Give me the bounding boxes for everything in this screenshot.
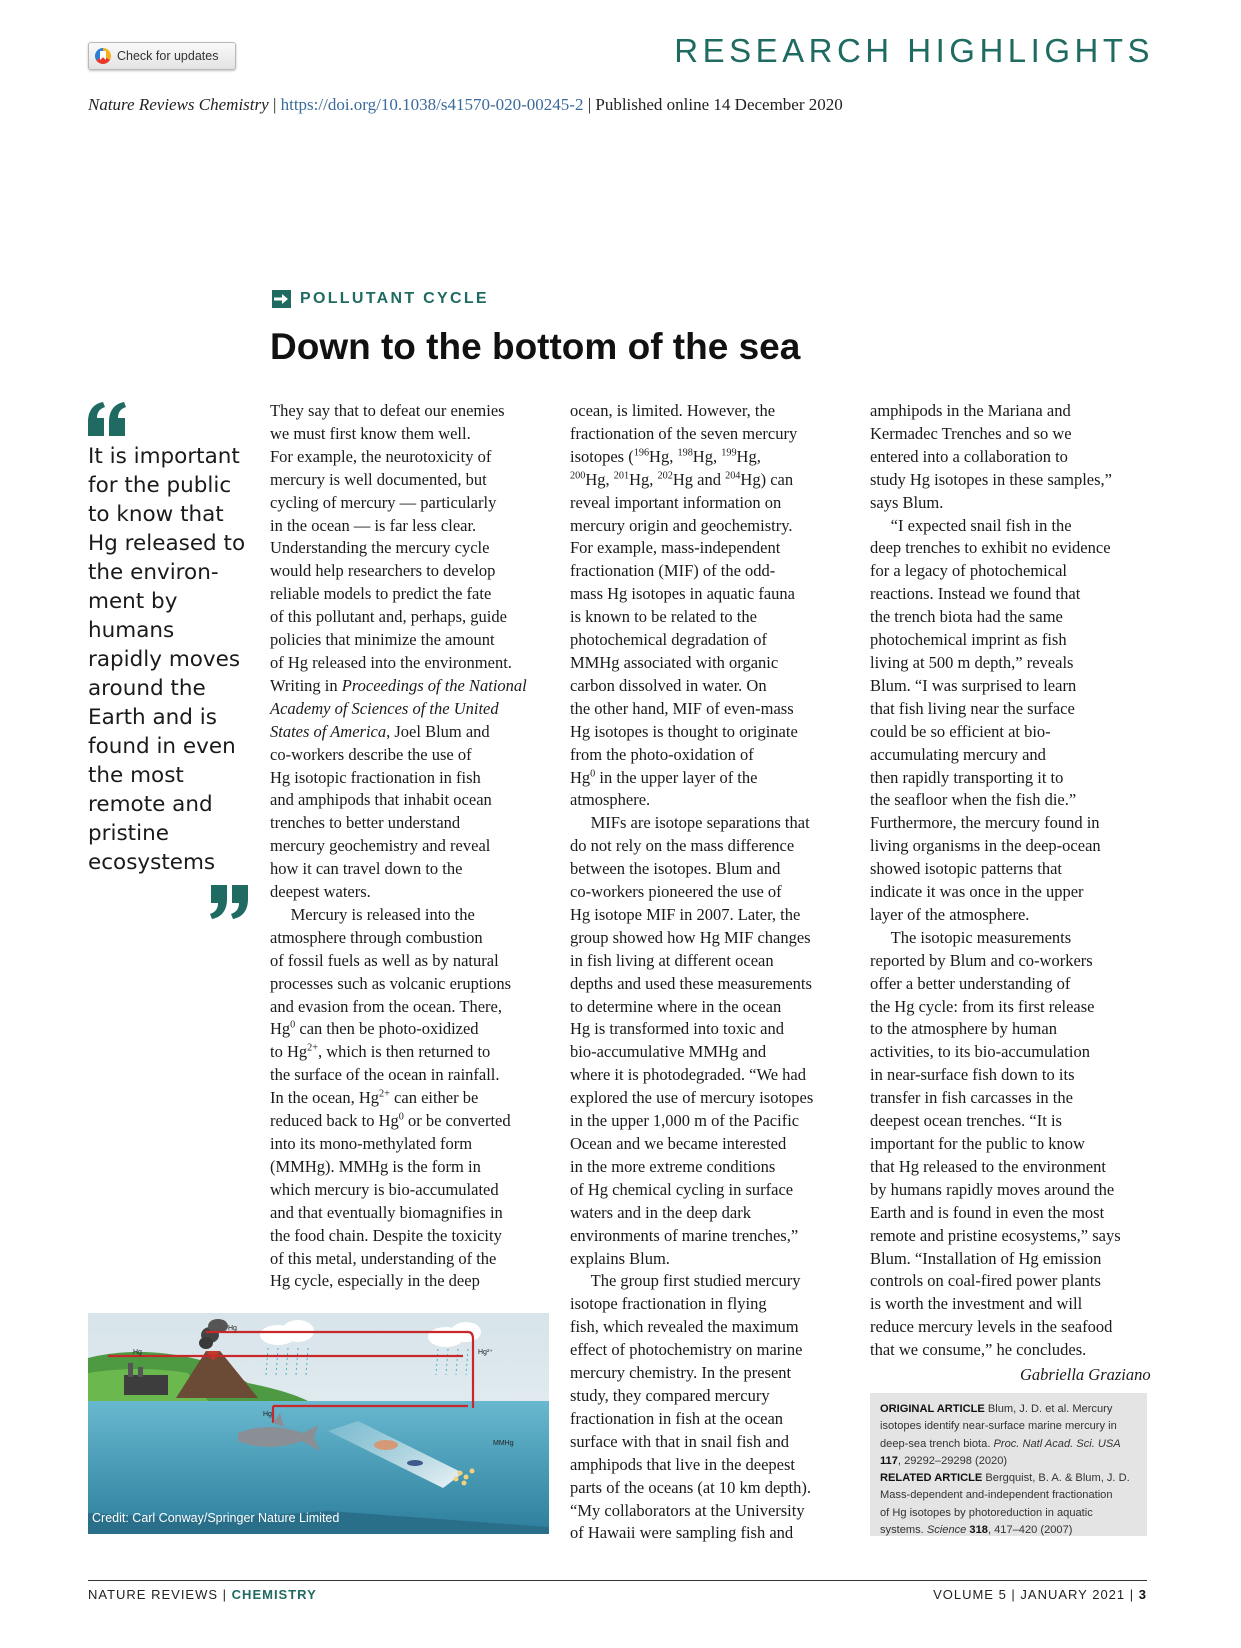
- open-quote-icon: [88, 402, 126, 436]
- close-quote-icon: [210, 885, 248, 919]
- doi-link[interactable]: https://doi.org/10.1038/s41570-020-00245-2: [280, 95, 584, 114]
- footer-volume: VOLUME 5 | JANUARY 2021 |: [933, 1587, 1135, 1602]
- check-for-updates-button[interactable]: [88, 42, 236, 70]
- fish: [374, 1440, 398, 1450]
- label-hg-ocean: Hg: [263, 1411, 272, 1418]
- mercury-cycle-illustration: [88, 1313, 549, 1534]
- check-for-updates-label: Check for updates: [117, 49, 219, 63]
- article-title: Down to the bottom of the sea: [270, 326, 801, 367]
- citation-line: Nature Reviews Chemistry | https://doi.org/10.1038/s41570-020-00245-2 | Published online 14 December 2020: [88, 95, 843, 114]
- footer-journal: NATURE REVIEWS | CHEMISTRY: [88, 1587, 317, 1602]
- section-title: RESEARCH HIGHLIGHTS: [674, 32, 1154, 69]
- arrow-box-icon: [272, 290, 291, 308]
- author-name: Gabriella Graziano: [1020, 1365, 1151, 1384]
- power-plant: [124, 1375, 168, 1395]
- kicker-label: POLLUTANT CYCLE: [300, 290, 489, 307]
- bookmark-icon: [95, 48, 111, 64]
- footer-journal-subject: CHEMISTRY: [231, 1587, 317, 1602]
- references-box: ORIGINAL ARTICLE Blum, J. D. et al. Mercury isotopes identify near-surface marine mercury in deep-sea trench biota. Proc. Natl Acad. Sci. USA 117, 29292–29298 (2020) RELATED ARTICLE Bergquist, B. A. & Blum, J. D. Mass-dependent and-independent fractionation of Hg isotopes by photoreduction in aquatic systems. Science 318, 417–420 (2007): [870, 1393, 1147, 1536]
- figure-credit: Credit: Carl Conway/Springer Nature Limited: [92, 1511, 340, 1525]
- body-column-1: They say that to defeat our enemies we must first know them well. For example, the neurotoxicity of mercury is well documented, but cycling of mercury — particularly in the ocean — is far less clear. Understanding the mercury cycle would help researchers to develop reliable models to predict the fate of this pollutant and, perhaps, guide policies that minimize the amount of Hg released into the environment. Writing in Proceedings of the National Academy of Sciences of the United States of America, Joel Blum and co-workers describe the use of Hg isotopic fractionation in fish and amphipods that inhabit ocean trenches to better understand mercury geochemistry and reveal how it can travel down to the deepest waters. Mercury is released into the atmosphere through combustion of fossil fuels as well as by natural processes such as volcanic eruptions and evasion from the ocean. There, Hg$^0$ can then be photo-oxidized to $Hg^{2+}$, which is then returned to the surface of the ocean in rainfall. In the ocean, $Hg^{2+}$ can either be reduced back to Hg$^0$ or be converted into its mono-methylated form (MMHg). MMHg is the form in which mercury is bio-accumulated and that eventually biomagnifies in the food chain. Despite the toxicity of this metal, understanding of the Hg cycle, especially in the deep: [270, 401, 527, 1291]
- publication-date: Published online 14 December 2020: [595, 95, 843, 114]
- footer-journal-name: NATURE REVIEWS: [88, 1587, 219, 1602]
- footer-issue: [933, 1587, 1147, 1602]
- label-mmhg: MMHg: [493, 1440, 514, 1447]
- page-number: 3: [1138, 1587, 1147, 1602]
- body-column-2: ocean, is limited. However, the fractionation of the seven mercury isotopes ($^{196}$Hg, $^{198}$Hg, $^{199}$Hg, $^{200}$Hg, $^{201}$Hg, $^{202}$Hg and $^{204}$Hg) can reveal important information on mercury origin and geochemistry. For example, mass-independent fractionation (MIF) of the odd- mass Hg isotopes in aquatic fauna is known to be related to the photochemical degradation of MMHg associated with organic carbon dissolved in water. On the other hand, MIF of even-mass Hg isotopes is thought to originate from the photo-oxidation of Hg$^0$ in the upper layer of the atmosphere. MIFs are isotope separations that do not rely on the mass difference between the isotopes. Blum and co-workers pioneered the use of Hg isotope MIF in 2007. Later, the group showed how Hg MIF changes in fish living at different ocean depths and used these measurements to determine where in the ocean Hg is transformed into toxic and bio-accumulative MMHg and where it is photodegraded. “We had explored the use of mercury isotopes in the upper 1,000 m of the Pacific Ocean and we became interested in the more extreme conditions of Hg chemical cycling in surface waters and in the deep dark environments of marine trenches,” explains Blum. The group first studied mercury isotope fractionation in flying fish, which revealed the maximum effect of photochemistry on marine mercury chemistry. In the present study, they compared mercury fractionation in fish at the ocean surface with that in snail fish and amphipods that live in the deepest parts of the oceans (at 10 km depth). “My collaborators at the University of Hawaii were sampling fish and: [570, 401, 814, 1543]
- kicker: [272, 290, 489, 308]
- body-column-3: amphipods in the Mariana and Kermadec Trenches and so we entered into a collaboration to study Hg isotopes in these samples,” says Blum. “I expected snail fish in the deep trenches to exhibit no evidence for a legacy of photochemical reactions. Instead we found that the trench biota had the same photochemical imprint as fish living at 500 m depth,” reveals Blum. “I was surprised to learn that fish living near the surface could be so efficient at bio- accumulating mercury and then rapidly transporting it to the seafloor when the fish die.” Furthermore, the mercury found in living organisms in the deep-ocean showed isotopic patterns that indicate it was once in the upper layer of the atmosphere. The isotopic measurements reported by Blum and co-workers offer a better understanding of the Hg cycle: from its first release to the atmosphere by human activities, to its bio-accumulation in near-surface fish down to its transfer in fish carcasses in the deepest ocean trenches. “It is important for the public to know that Hg released to the environment by humans rapidly moves around the Earth and is found in even the most remote and pristine ecosystems,” says Blum. “Installation of Hg emission controls on coal-fired power plants is worth the investment and will reduce mercury levels in the seafood that we consume,” he concludes.: [870, 401, 1121, 1360]
- label-hg2plus: Hg²⁺: [478, 1349, 493, 1356]
- pull-quote: It is important for the public to know that Hg released to the environ-ment by humans rapidly moves around the Earth and is found in even the most remote and pristine ecosystems: [88, 444, 246, 875]
- journal-name: Nature Reviews Chemistry: [88, 95, 269, 114]
- label-hg-left: Hg: [133, 1349, 142, 1356]
- footer-divider: [88, 1580, 1147, 1581]
- label-hg-top: Hg: [228, 1325, 237, 1332]
